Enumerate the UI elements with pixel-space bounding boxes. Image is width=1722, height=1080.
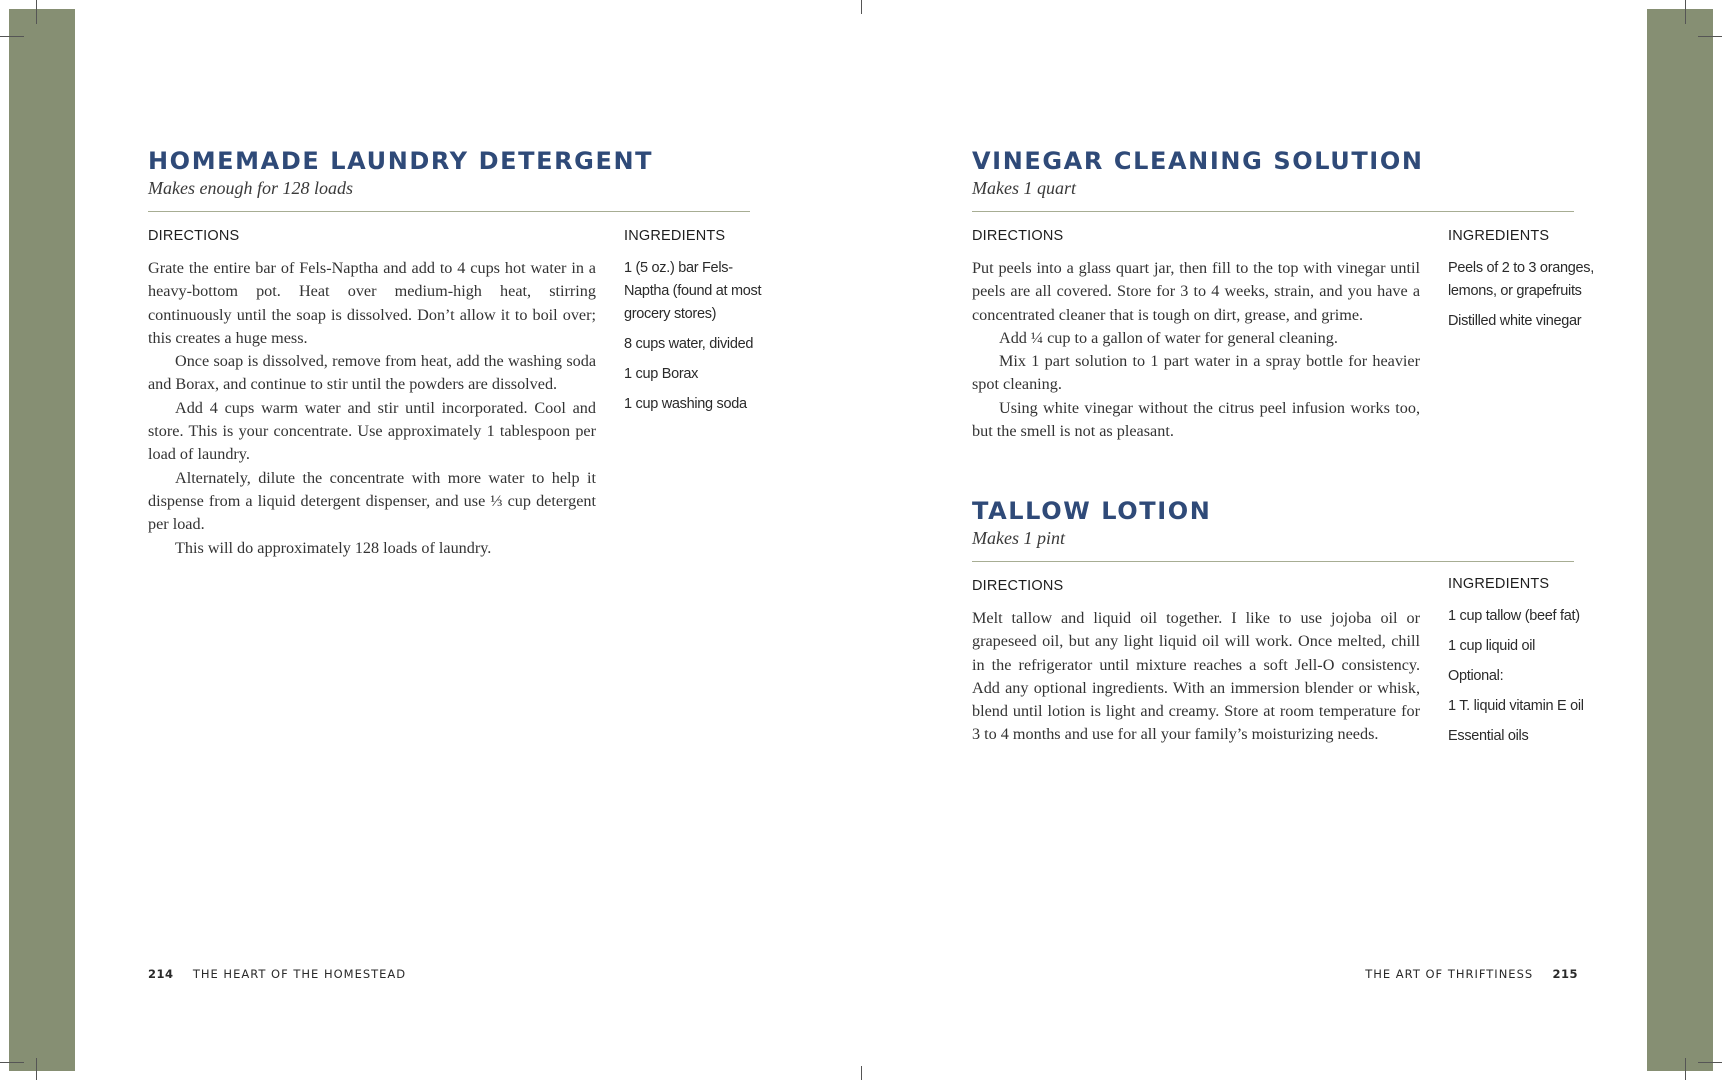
directions-text — [972, 607, 1420, 747]
crop-mark — [1698, 36, 1722, 37]
recipe-header-tallow-lotion — [972, 497, 1211, 549]
recipe-yield: Makes 1 pint — [972, 528, 1065, 548]
ingredient-item: 1 cup tallow (beef fat) — [1448, 608, 1580, 624]
ingredients-heading: INGREDIENTS — [624, 228, 726, 244]
directions-paragraph: Melt tallow and liquid oil together. I like to use jojoba oil or grapeseed oil, but any light liquid oil will work. Once melted, chill in the refrigerator until mixture reaches a soft Jell-O consistency. Add any optional ingredients. With an immersion blender or whisk, blend until lotion is light and creamy. Store at room temperature for 3 to 4 months and use for all your family’s moisturizing needs. — [972, 609, 1420, 744]
directions-paragraph: Using white vinegar without the citrus peel infusion works too, but the smell is not as pleasant. — [972, 398, 1420, 441]
directions-paragraph: Alternately, dilute the concentrate with more water to help it dispense from a liquid detergent dispenser, and use ⅓ cup detergent per load. — [148, 468, 596, 534]
left-page-bleed — [9, 9, 75, 1071]
directions-paragraph: This will do approximately 128 loads of laundry. — [175, 538, 492, 557]
ingredients-heading: INGREDIENTS — [1448, 576, 1550, 592]
ingredient-item: 8 cups water, divided — [624, 336, 754, 352]
ingredient-item: Distilled white vinegar — [1448, 313, 1582, 329]
directions-paragraph: Put peels into a glass quart jar, then fill to the top with vinegar until peels are all covered. Store for 3 to 4 weeks, strain, and you have a concentrated cleaner that is tough on dirt, grease, and grime. — [972, 259, 1420, 324]
directions-heading: DIRECTIONS — [972, 228, 1064, 244]
page-number: 215 — [1552, 967, 1578, 981]
directions-paragraph: Once soap is dissolved, remove from heat, add the washing soda and Borax, and continue to stir until the powders are dissolved. — [148, 352, 596, 394]
directions-paragraph: Add 4 cups warm water and stir until incorporated. Cool and store. This is your concentrate. Use approximately 1 tablespoon per load of laundry. — [148, 398, 596, 464]
crop-mark — [0, 36, 24, 37]
directions-heading: DIRECTIONS — [972, 578, 1064, 594]
crop-mark — [1685, 1058, 1686, 1080]
crop-mark — [36, 0, 37, 24]
ingredient-item: 1 (5 oz.) bar Fels-Naptha (found at most grocery stores) — [624, 260, 762, 322]
recipe-yield: Makes 1 quart — [972, 178, 1076, 198]
directions-paragraph: Grate the entire bar of Fels-Naptha and add to 4 cups hot water in a heavy-bottom pot. Heat over medium-high heat, stirring continuously until the soap is dissolved. Don’t allow it to boil over; this creates a huge mess. — [148, 259, 596, 347]
section-divider — [972, 561, 1574, 562]
ingredients-list — [1448, 257, 1598, 340]
crop-mark — [36, 1058, 37, 1080]
ingredients-list — [624, 257, 774, 423]
crop-mark — [1685, 0, 1686, 24]
ingredients-list — [1448, 605, 1598, 755]
crop-mark — [0, 1062, 24, 1063]
running-head: THE HEART OF THE HOMESTEAD — [192, 967, 407, 981]
directions-paragraph: Mix 1 part solution to 1 part water in a spray bottle for heavier spot cleaning. — [972, 352, 1420, 394]
page-number: 214 — [148, 967, 174, 981]
directions-text — [972, 257, 1420, 443]
ingredients-heading: INGREDIENTS — [1448, 228, 1550, 244]
directions-text — [148, 257, 596, 560]
ingredient-item: 1 cup liquid oil — [1448, 638, 1536, 654]
directions-paragraph: Add ¼ cup to a gallon of water for general cleaning. — [999, 328, 1338, 347]
ingredient-item: 1 cup Borax — [624, 366, 699, 382]
ingredient-item: 1 cup washing soda — [624, 396, 747, 412]
recipe-title: TALLOW LOTION — [972, 497, 1212, 525]
directions-heading: DIRECTIONS — [148, 228, 240, 244]
right-page-bleed — [1647, 9, 1713, 1071]
recipe-header-vinegar-cleaning-solution — [972, 147, 1424, 199]
crop-mark — [861, 0, 862, 14]
ingredient-item: Peels of 2 to 3 oranges, lemons, or grapefruits — [1448, 260, 1594, 299]
recipe-title: VINEGAR CLEANING SOLUTION — [972, 147, 1424, 175]
crop-mark — [1698, 1062, 1722, 1063]
right-page-footer — [1365, 967, 1578, 981]
running-head: THE ART OF THRIFTINESS — [1365, 967, 1534, 981]
section-divider — [972, 211, 1574, 212]
section-divider — [148, 211, 750, 212]
crop-mark — [861, 1066, 862, 1080]
ingredient-item: Optional: — [1448, 668, 1504, 684]
ingredient-item: Essential oils — [1448, 728, 1529, 744]
left-page-footer — [148, 967, 406, 981]
ingredient-item: 1 T. liquid vitamin E oil — [1448, 698, 1584, 714]
recipe-header-laundry-detergent — [148, 147, 653, 199]
recipe-yield: Makes enough for 128 loads — [148, 178, 353, 198]
recipe-title: HOMEMADE LAUNDRY DETERGENT — [148, 147, 654, 175]
